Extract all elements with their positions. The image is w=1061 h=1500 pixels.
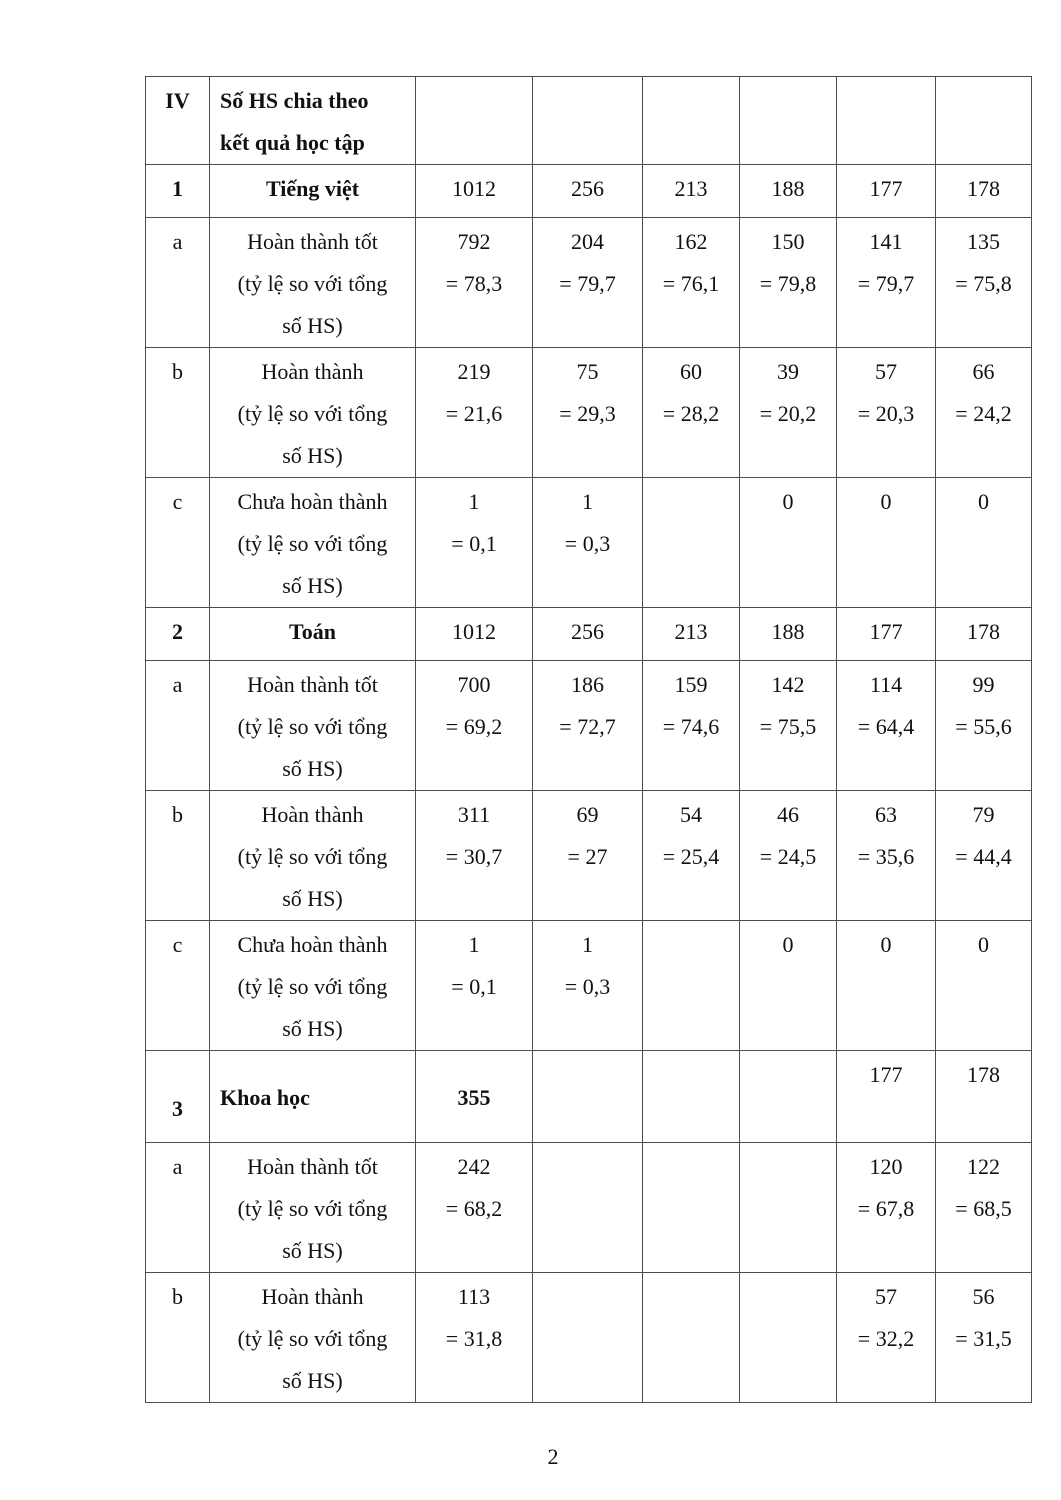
value-cell	[837, 608, 936, 661]
cell-value-line: = 27	[567, 844, 608, 869]
cell-value-line: = 69,2	[445, 714, 503, 739]
cell-value-line: 57	[875, 1284, 897, 1309]
value-cell	[416, 478, 533, 608]
value-cell	[643, 77, 740, 165]
cell-value-line: 1	[468, 489, 480, 514]
value-cell	[416, 791, 533, 921]
cell-value-line: 0	[978, 489, 989, 514]
value-cell	[643, 661, 740, 791]
value-cell	[533, 1051, 643, 1143]
value-cell	[533, 478, 643, 608]
cell-value-line: 1012	[452, 619, 496, 644]
value-cell	[416, 661, 533, 791]
cell-value-line: 69	[576, 802, 599, 827]
cell-value-line: 0	[880, 489, 892, 514]
cell-value-line: 114	[869, 672, 903, 697]
value-cell	[936, 791, 1032, 921]
value-cell	[740, 165, 837, 218]
row-index: 3	[172, 1096, 183, 1121]
value-cell	[837, 921, 936, 1051]
row-label-line: số HS)	[282, 1238, 343, 1263]
cell-value-line: 66	[972, 359, 995, 384]
cell-value-line: 0	[880, 932, 892, 957]
cell-value-line: = 72,7	[559, 714, 616, 739]
value-cell	[643, 608, 740, 661]
cell-value-line: 188	[771, 619, 805, 644]
row-label-line: (tỷ lệ so với tổng	[237, 1196, 388, 1221]
row-label-line: (tỷ lệ so với tổng	[237, 531, 388, 556]
value-cell	[533, 661, 643, 791]
cell-value-line: 57	[875, 359, 897, 384]
value-cell	[643, 1143, 740, 1273]
value-cell	[416, 1051, 533, 1143]
row-label-line: số HS)	[282, 1016, 343, 1041]
row-index-cell	[146, 348, 210, 478]
value-cell	[740, 608, 837, 661]
row-label-line: Hoàn thành	[261, 1284, 364, 1309]
row-label-line: số HS)	[282, 313, 343, 338]
row-label-line: số HS)	[282, 573, 343, 598]
row-label-line: (tỷ lệ so với tổng	[237, 1326, 388, 1351]
cell-value-line: 213	[674, 619, 708, 644]
value-cell	[837, 218, 936, 348]
row-label-cell	[210, 921, 416, 1051]
cell-value-line: 0	[978, 932, 989, 957]
value-cell	[643, 218, 740, 348]
cell-value-line: = 74,6	[662, 714, 720, 739]
value-cell	[837, 348, 936, 478]
cell-value-line: 186	[571, 672, 604, 697]
cell-value-line: 46	[777, 802, 799, 827]
cell-value-line: 355	[457, 1085, 491, 1110]
row-label-cell	[210, 608, 416, 661]
value-cell	[837, 1051, 936, 1143]
row-label-line: số HS)	[282, 1368, 343, 1393]
value-cell	[533, 1143, 643, 1273]
cell-value-line: 256	[571, 619, 604, 644]
cell-value-line: 79	[972, 802, 995, 827]
value-cell	[837, 1143, 936, 1273]
value-cell	[740, 478, 837, 608]
row-label-cell	[210, 661, 416, 791]
cell-value-line: 56	[972, 1284, 995, 1309]
cell-value-line: = 20,3	[857, 401, 915, 426]
value-cell	[936, 608, 1032, 661]
row-label-line: Tiếng việt	[265, 176, 360, 201]
row-label-cell	[210, 218, 416, 348]
cell-value-line: 0	[782, 489, 794, 514]
row-label-line: Chưa hoàn thành	[237, 932, 388, 957]
row-label-line: Hoàn thành	[261, 802, 364, 827]
row-label-line: số HS)	[282, 886, 343, 911]
table-row-tieng-viet-b	[146, 348, 1032, 478]
value-cell	[643, 1051, 740, 1143]
cell-value-line: 120	[869, 1154, 903, 1179]
row-index: b	[172, 359, 183, 384]
table-row-toan-c	[146, 921, 1032, 1051]
row-label-line: Toán	[289, 619, 336, 644]
value-cell	[740, 1273, 837, 1403]
table-row-khoa-hoc-a	[146, 1143, 1032, 1273]
row-index-cell	[146, 661, 210, 791]
row-index-cell	[146, 921, 210, 1051]
value-cell	[936, 1051, 1032, 1143]
cell-value-line: = 21,6	[445, 401, 503, 426]
cell-value-line: = 68,5	[955, 1196, 1012, 1221]
value-cell	[740, 77, 837, 165]
cell-value-line: = 35,6	[857, 844, 915, 869]
table-row-toan-a	[146, 661, 1032, 791]
value-cell	[837, 165, 936, 218]
row-index-cell	[146, 791, 210, 921]
cell-value-line: 162	[674, 229, 708, 254]
row-index: a	[172, 1154, 183, 1179]
cell-value-line: 188	[771, 176, 805, 201]
row-index-cell	[146, 608, 210, 661]
cell-value-line: = 0,1	[451, 531, 497, 556]
cell-value-line: = 76,1	[662, 271, 720, 296]
value-cell	[533, 348, 643, 478]
value-cell	[740, 1051, 837, 1143]
cell-value-line: = 44,4	[955, 844, 1012, 869]
cell-value-line: 177	[869, 176, 903, 201]
value-cell	[740, 218, 837, 348]
value-cell	[416, 1143, 533, 1273]
cell-value-line: = 79,7	[857, 271, 915, 296]
row-label-line: (tỷ lệ so với tổng	[237, 844, 388, 869]
cell-value-line: 178	[967, 619, 1000, 644]
value-cell	[837, 1273, 936, 1403]
cell-value-line: = 0,3	[564, 974, 611, 999]
table-row-khoa-hoc	[146, 1051, 1032, 1143]
row-label-line: Hoàn thành tốt	[247, 1154, 378, 1179]
value-cell	[416, 348, 533, 478]
value-cell	[643, 478, 740, 608]
row-label-line: Chưa hoàn thành	[237, 489, 388, 514]
value-cell	[416, 608, 533, 661]
value-cell	[837, 791, 936, 921]
row-index-cell	[146, 218, 210, 348]
row-label-line: Khoa học	[220, 1085, 310, 1110]
cell-value-line: = 64,4	[857, 714, 915, 739]
value-cell	[643, 1273, 740, 1403]
row-label-line: (tỷ lệ so với tổng	[237, 714, 388, 739]
cell-value-line: = 0,1	[451, 974, 497, 999]
row-label-line: kết quả học tập	[220, 130, 365, 155]
row-label-line: Hoàn thành	[261, 359, 364, 384]
cell-value-line: = 75,8	[955, 271, 1012, 296]
results-table	[145, 76, 1032, 1403]
value-cell	[740, 921, 837, 1051]
row-label-cell	[210, 348, 416, 478]
cell-value-line: 150	[771, 229, 805, 254]
cell-value-line: 54	[680, 802, 702, 827]
row-label-cell	[210, 1273, 416, 1403]
value-cell	[416, 165, 533, 218]
cell-value-line: 219	[457, 359, 491, 384]
cell-value-line: 311	[457, 802, 491, 827]
cell-value-line: = 32,2	[857, 1326, 915, 1351]
cell-value-line: 99	[972, 672, 995, 697]
row-index: IV	[165, 88, 190, 113]
cell-value-line: = 31,8	[445, 1326, 503, 1351]
value-cell	[740, 348, 837, 478]
table-row-tieng-viet-a	[146, 218, 1032, 348]
cell-value-line: 1	[582, 489, 593, 514]
value-cell	[740, 661, 837, 791]
value-cell	[533, 165, 643, 218]
cell-value-line: = 20,2	[759, 401, 817, 426]
cell-value-line: 141	[869, 229, 903, 254]
cell-value-line: = 55,6	[955, 714, 1012, 739]
row-index: c	[172, 932, 183, 957]
row-label-cell	[210, 1051, 416, 1143]
cell-value-line: 256	[571, 176, 604, 201]
value-cell	[936, 1143, 1032, 1273]
cell-value-line: 135	[967, 229, 1000, 254]
row-label-line: số HS)	[282, 756, 343, 781]
results-table-body	[146, 77, 1032, 1403]
cell-value-line: 177	[869, 619, 903, 644]
value-cell	[740, 791, 837, 921]
value-cell	[837, 77, 936, 165]
cell-value-line: 1	[468, 932, 480, 957]
table-row-tieng-viet-c	[146, 478, 1032, 608]
row-label-line: Hoàn thành tốt	[247, 229, 378, 254]
cell-value-line: = 68,2	[445, 1196, 503, 1221]
row-label-line: Hoàn thành tốt	[247, 672, 378, 697]
cell-value-line: = 24,2	[955, 401, 1012, 426]
cell-value-line: = 24,5	[759, 844, 817, 869]
value-cell	[643, 921, 740, 1051]
cell-value-line: = 31,5	[955, 1326, 1012, 1351]
value-cell	[936, 165, 1032, 218]
cell-value-line: = 28,2	[662, 401, 720, 426]
cell-value-line: 159	[674, 672, 708, 697]
cell-value-line: 242	[457, 1154, 491, 1179]
row-index-cell	[146, 77, 210, 165]
value-cell	[936, 348, 1032, 478]
cell-value-line: = 75,5	[759, 714, 817, 739]
row-label-line: (tỷ lệ so với tổng	[237, 401, 388, 426]
row-index-cell	[146, 1143, 210, 1273]
cell-value-line: = 67,8	[857, 1196, 915, 1221]
value-cell	[533, 1273, 643, 1403]
cell-value-line: = 30,7	[445, 844, 503, 869]
cell-value-line: 177	[869, 1062, 903, 1087]
cell-value-line: = 29,3	[559, 401, 616, 426]
cell-value-line: 122	[967, 1154, 1000, 1179]
cell-value-line: 0	[782, 932, 794, 957]
cell-value-line: = 79,7	[559, 271, 616, 296]
row-index: b	[172, 802, 183, 827]
cell-value-line: 60	[680, 359, 702, 384]
table-row-section-header	[146, 77, 1032, 165]
cell-value-line: 113	[457, 1284, 491, 1309]
cell-value-line: = 79,8	[759, 271, 817, 296]
cell-value-line: = 25,4	[662, 844, 720, 869]
row-label-cell	[210, 478, 416, 608]
cell-value-line: 142	[771, 672, 805, 697]
value-cell	[416, 218, 533, 348]
cell-value-line: = 78,3	[445, 271, 503, 296]
value-cell	[643, 348, 740, 478]
row-index: a	[172, 672, 183, 697]
value-cell	[533, 921, 643, 1051]
cell-value-line: 1012	[452, 176, 496, 201]
value-cell	[643, 165, 740, 218]
table-row-toan-b	[146, 791, 1032, 921]
row-index-cell	[146, 165, 210, 218]
cell-value-line: 700	[457, 672, 491, 697]
row-index-cell	[146, 478, 210, 608]
row-index: 2	[172, 619, 183, 644]
row-label-line: (tỷ lệ so với tổng	[237, 271, 388, 296]
value-cell	[936, 1273, 1032, 1403]
row-label-cell	[210, 791, 416, 921]
row-label-cell	[210, 77, 416, 165]
cell-value-line: = 0,3	[564, 531, 611, 556]
value-cell	[740, 1143, 837, 1273]
row-label-line: (tỷ lệ so với tổng	[237, 974, 388, 999]
table-row-khoa-hoc-b	[146, 1273, 1032, 1403]
value-cell	[936, 478, 1032, 608]
cell-value-line: 178	[967, 1062, 1000, 1087]
row-label-line: số HS)	[282, 443, 343, 468]
value-cell	[936, 77, 1032, 165]
value-cell	[533, 77, 643, 165]
cell-value-line: 63	[875, 802, 897, 827]
row-index: 1	[172, 176, 183, 201]
value-cell	[936, 661, 1032, 791]
cell-value-line: 1	[582, 932, 593, 957]
row-label-line: Số HS chia theo	[220, 88, 369, 113]
page-number: 2	[547, 1444, 559, 1469]
row-index-cell	[146, 1051, 210, 1143]
value-cell	[837, 661, 936, 791]
row-index: b	[172, 1284, 183, 1309]
value-cell	[533, 218, 643, 348]
cell-value-line: 178	[967, 176, 1000, 201]
value-cell	[416, 77, 533, 165]
value-cell	[416, 1273, 533, 1403]
row-label-cell	[210, 165, 416, 218]
cell-value-line: 75	[576, 359, 599, 384]
value-cell	[936, 921, 1032, 1051]
cell-value-line: 792	[457, 229, 491, 254]
row-index: a	[172, 229, 183, 254]
value-cell	[936, 218, 1032, 348]
cell-value-line: 213	[674, 176, 708, 201]
row-index: c	[172, 489, 183, 514]
row-label-cell	[210, 1143, 416, 1273]
table-row-tieng-viet	[146, 165, 1032, 218]
value-cell	[837, 478, 936, 608]
row-index-cell	[146, 1273, 210, 1403]
cell-value-line: 39	[777, 359, 799, 384]
cell-value-line: 204	[571, 229, 604, 254]
value-cell	[533, 608, 643, 661]
value-cell	[416, 921, 533, 1051]
value-cell	[643, 791, 740, 921]
value-cell	[533, 791, 643, 921]
table-row-toan	[146, 608, 1032, 661]
